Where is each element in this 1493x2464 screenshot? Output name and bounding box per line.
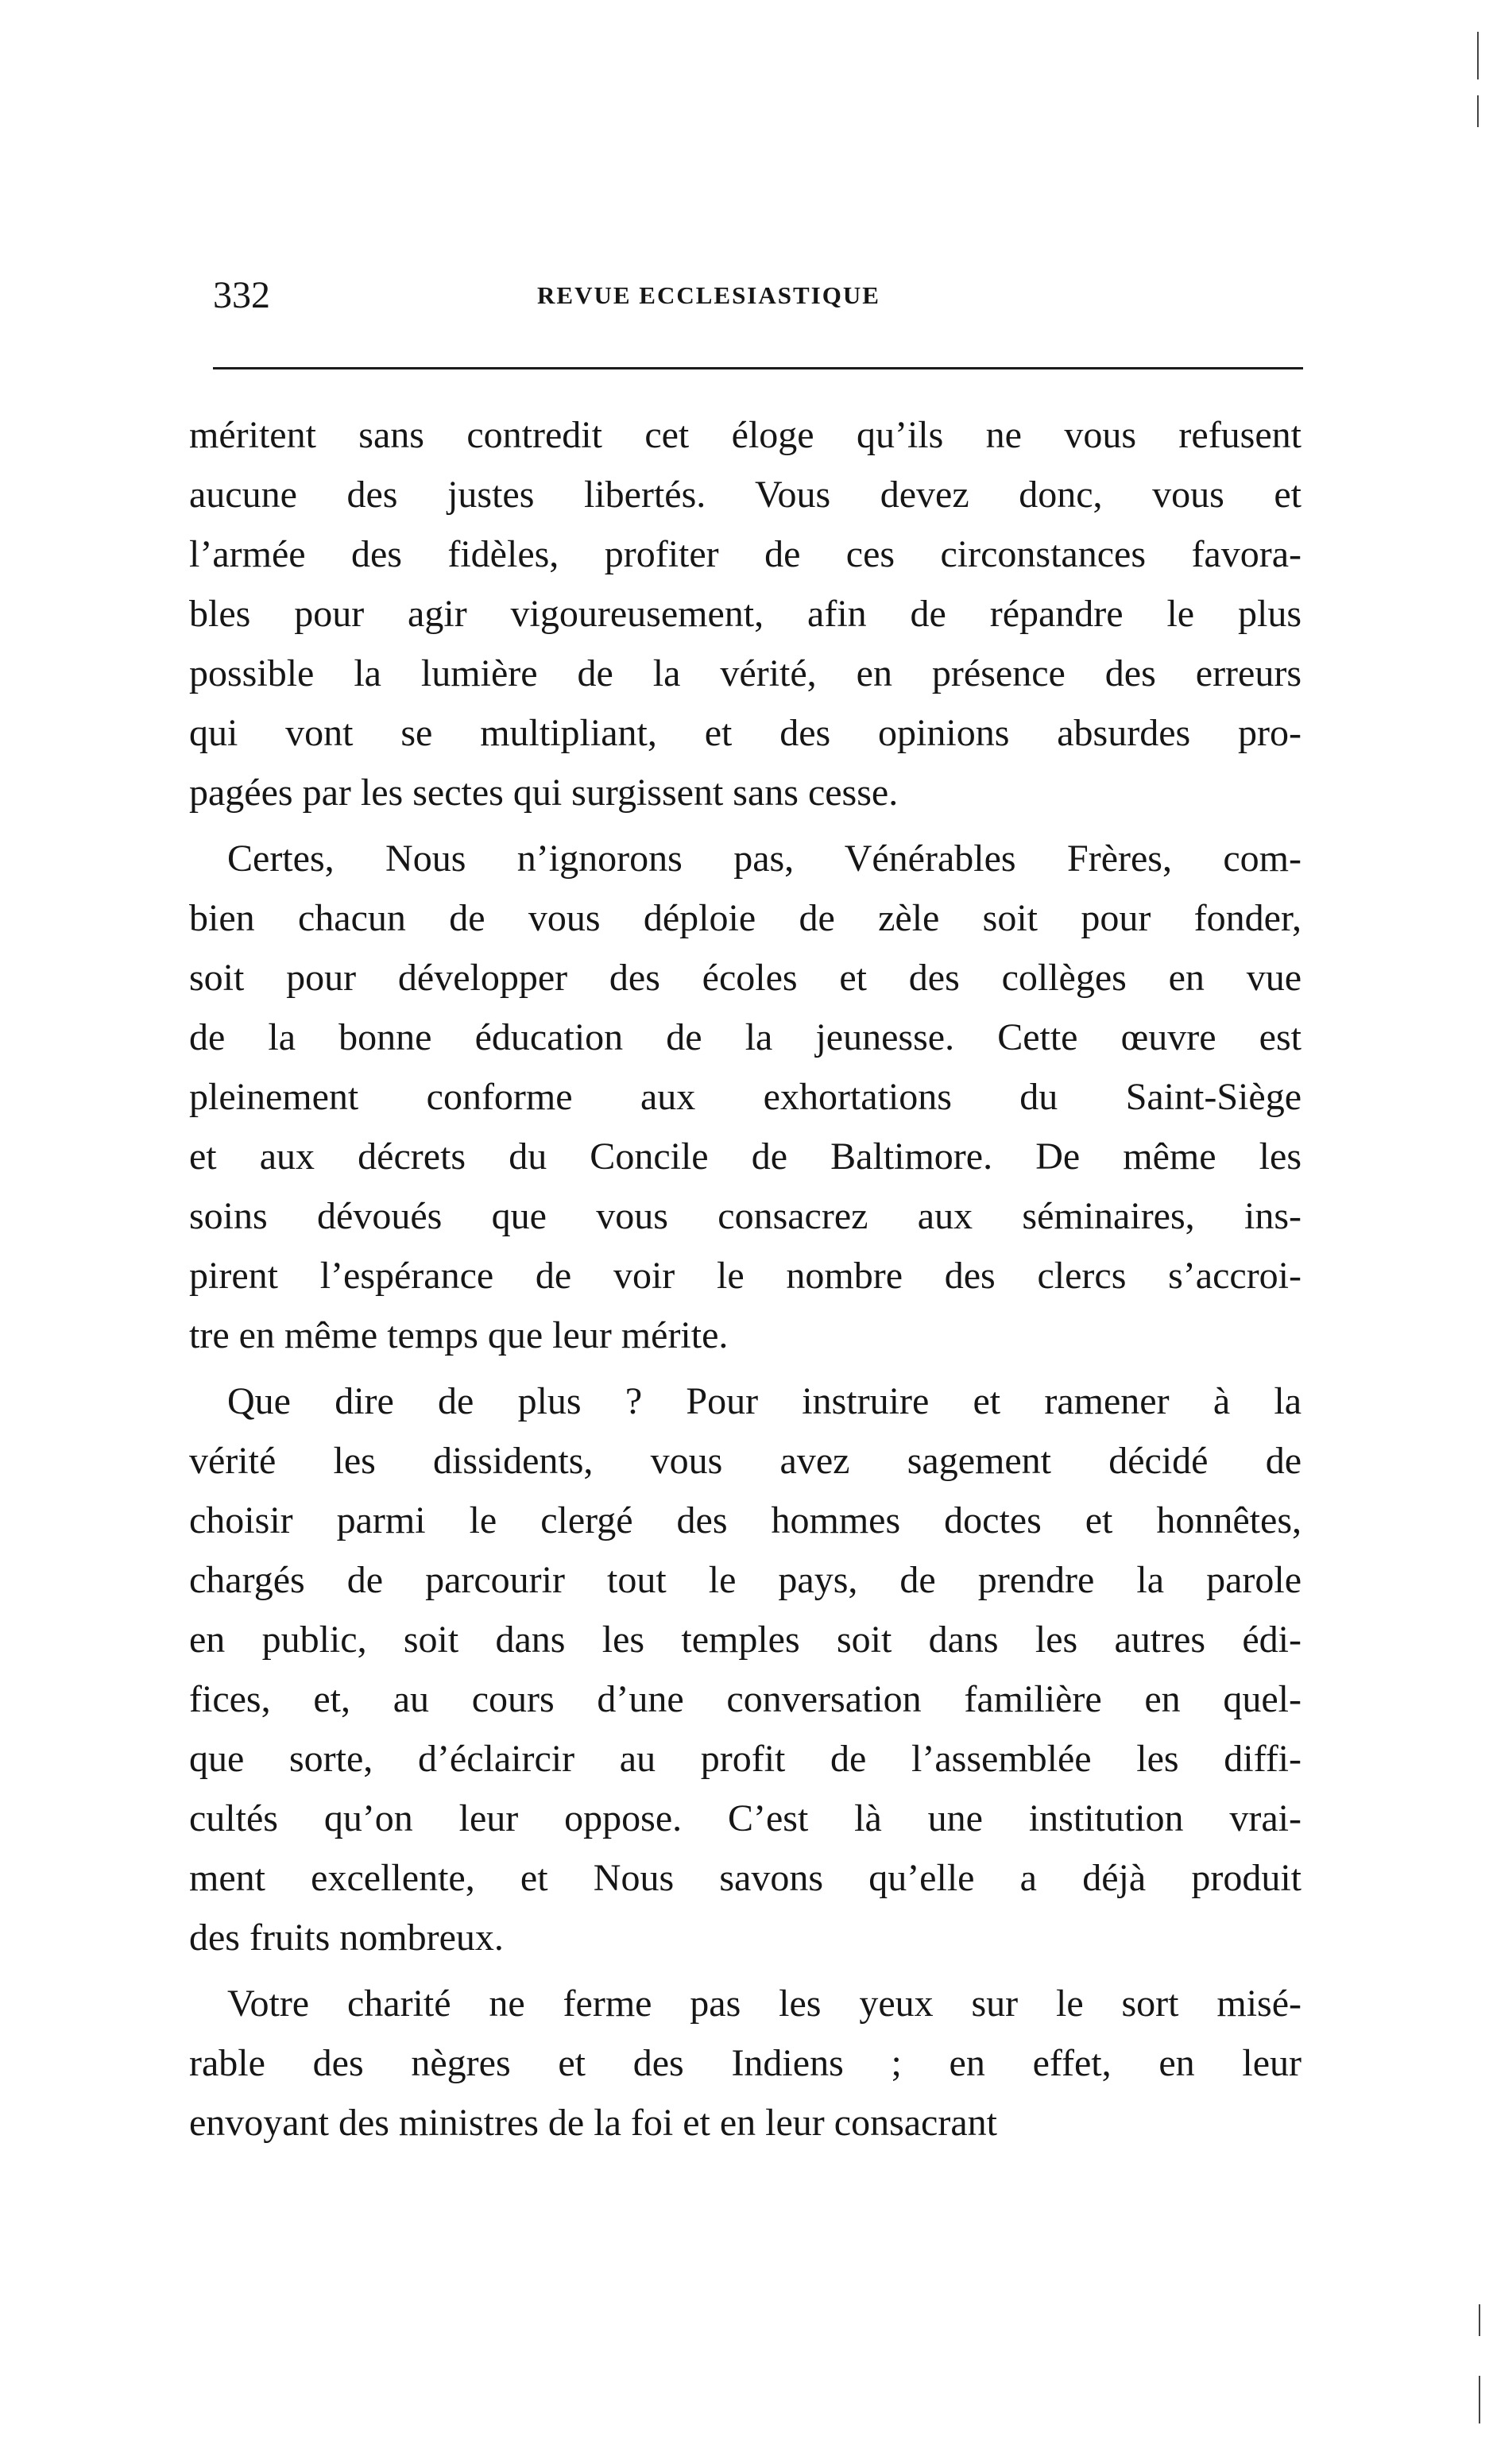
paragraph — [189, 1371, 1302, 1967]
text-line: Que dire de plus ? Pour instruire et ramener à la — [227, 1380, 1302, 1422]
text-line: tre en même temps que leur mérite. — [189, 1314, 729, 1356]
header-rule — [213, 367, 1303, 369]
text-line: que sorte, d’éclaircir au profit de l’assemblée les diffi- — [189, 1738, 1302, 1780]
scan-mark — [1477, 32, 1479, 79]
paragraph — [189, 1974, 1302, 2153]
text-line: et aux décrets du Concile de Baltimore. De même les — [189, 1135, 1302, 1178]
scan-mark — [1477, 95, 1479, 127]
text-line: ment excellente, et Nous savons qu’elle a déjà produit — [189, 1857, 1302, 1899]
text-line: vérité les dissidents, vous avez sagement décidé de — [189, 1440, 1302, 1482]
text-line: choisir parmi le clergé des hommes doctes et honnêtes, — [189, 1499, 1302, 1541]
scan-edge-marks — [1461, 0, 1493, 2464]
scan-mark — [1479, 2304, 1480, 2336]
text-line: méritent sans contredit cet éloge qu’ils ne vous refusent — [189, 414, 1302, 456]
text-line: pagées par les sectes qui surgissent sans cesse. — [189, 772, 899, 814]
journal-title: REVUE ECCLESIASTIQUE — [537, 281, 880, 309]
text-line: Certes, Nous n’ignorons pas, Vénérables Frères, com- — [227, 837, 1302, 880]
text-line: chargés de parcourir tout le pays, de prendre la parole — [189, 1559, 1302, 1601]
text-line: fices, et, au cours d’une conversation familière en quel- — [189, 1678, 1302, 1720]
body-text — [189, 405, 1302, 2153]
paragraph-gap — [189, 1967, 1302, 1974]
paragraph-gap — [189, 822, 1302, 829]
running-head — [213, 272, 1303, 319]
text-line: soit pour développer des écoles et des collèges en vue — [189, 957, 1302, 999]
paragraph — [189, 405, 1302, 822]
paragraph — [189, 829, 1302, 1365]
text-line: pleinement conforme aux exhortations du Saint-Siège — [189, 1076, 1302, 1118]
text-line: cultés qu’on leur oppose. C’est là une institution vrai- — [189, 1797, 1302, 1839]
text-line: pirent l’espérance de voir le nombre des clercs s’accroi- — [189, 1255, 1302, 1297]
text-line: soins dévoués que vous consacrez aux séminaires, ins- — [189, 1195, 1302, 1237]
text-line: bien chacun de vous déploie de zèle soit pour fonder, — [189, 897, 1302, 939]
text-line: l’armée des fidèles, profiter de ces circonstances favora- — [189, 533, 1302, 575]
text-line: possible la lumière de la vérité, en présence des erreurs — [189, 652, 1302, 694]
paragraph-gap — [189, 1365, 1302, 1371]
text-line: des fruits nombreux. — [189, 1917, 504, 1959]
scan-mark — [1479, 2376, 1480, 2423]
text-line: envoyant des ministres de la foi et en leur consacrant — [189, 2102, 997, 2144]
text-line: Votre charité ne ferme pas les yeux sur le sort misé- — [227, 1982, 1302, 2025]
text-line: aucune des justes libertés. Vous devez donc, vous et — [189, 474, 1302, 516]
text-line: bles pour agir vigoureusement, afin de répandre le plus — [189, 593, 1302, 635]
page-number: 332 — [213, 274, 270, 316]
text-line: qui vont se multipliant, et des opinions absurdes pro- — [189, 712, 1302, 754]
text-line: rable des nègres et des Indiens ; en effet, en leur — [189, 2042, 1302, 2084]
text-line: en public, soit dans les temples soit dans les autres édi- — [189, 1619, 1302, 1661]
text-line: de la bonne éducation de la jeunesse. Cette œuvre est — [189, 1016, 1302, 1058]
